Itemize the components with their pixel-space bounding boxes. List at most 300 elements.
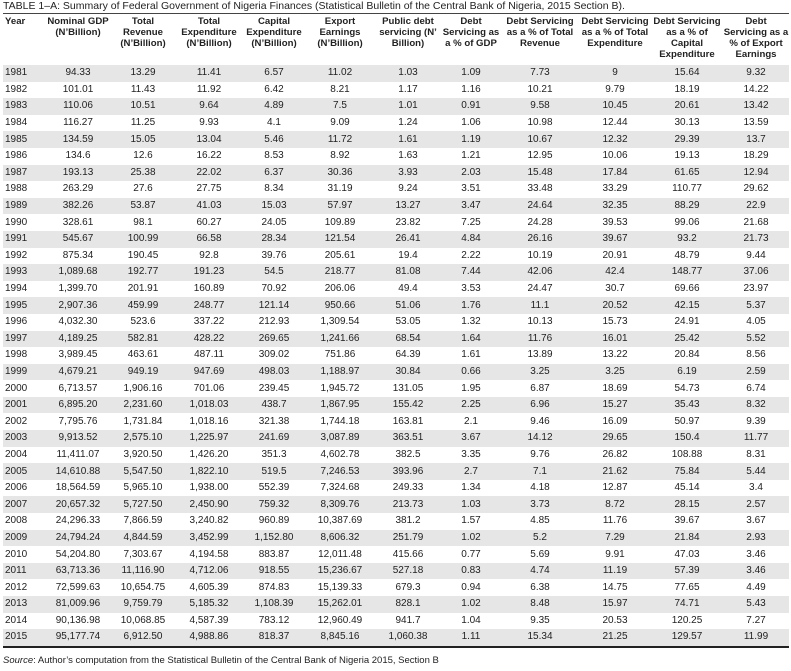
year-cell: 1993 (5, 266, 28, 278)
value-cell: 11.02 (327, 67, 353, 79)
value-cell: 248.77 (193, 299, 225, 311)
value-cell: 110.06 (63, 100, 93, 112)
value-cell: 30.7 (605, 283, 625, 295)
value-cell: 1.63 (398, 150, 418, 162)
value-cell: 1,108.39 (254, 598, 294, 610)
value-cell: 37.06 (743, 266, 769, 278)
value-cell: 783.12 (258, 614, 290, 626)
value-cell: 8.34 (264, 183, 284, 195)
value-cell: 1,152.80 (254, 531, 294, 543)
year-cell: 1990 (5, 216, 28, 228)
year-cell: 2008 (5, 515, 28, 527)
value-cell: 960.89 (258, 515, 290, 527)
value-cell: 17.84 (602, 166, 628, 178)
year-cell: 1999 (5, 365, 28, 377)
value-cell: 428.22 (193, 332, 225, 344)
value-cell: 5,185.32 (189, 598, 229, 610)
value-cell: 15.27 (602, 399, 628, 411)
table-title: TABLE 1–A: Summary of Federal Government of Nigeria Finances (Statistical Bulletin of the Central Bank of Nigeria, 2015 Section B). (3, 0, 625, 12)
year-cell: 1987 (5, 166, 28, 178)
value-cell: 9.32 (746, 67, 766, 79)
value-cell: 269.65 (258, 332, 290, 344)
table-row (3, 480, 789, 497)
table-row (3, 563, 789, 580)
value-cell: 1.06 (461, 117, 481, 129)
value-cell: 90,136.98 (55, 614, 101, 626)
value-cell: 13.59 (743, 117, 769, 129)
table-row (3, 331, 789, 348)
value-cell: 20.84 (674, 349, 700, 361)
value-cell: 8,606.32 (320, 531, 360, 543)
value-cell: 2.03 (461, 166, 481, 178)
value-cell: 10.13 (527, 316, 553, 328)
year-cell: 1982 (5, 83, 28, 95)
value-cell: 121.54 (324, 233, 356, 245)
value-cell: 9.35 (530, 614, 550, 626)
value-cell: 8.72 (605, 498, 625, 510)
year-cell: 1997 (5, 332, 28, 344)
table-row (3, 364, 789, 381)
table-body (3, 65, 789, 647)
value-cell: 11.43 (130, 83, 156, 95)
value-cell: 11.1 (530, 299, 550, 311)
value-cell: 6.57 (264, 67, 284, 79)
value-cell: 21.25 (602, 631, 628, 643)
value-cell: 8.48 (530, 598, 550, 610)
value-cell: 2,575.10 (123, 432, 163, 444)
header-row (3, 14, 789, 66)
value-cell: 3.67 (461, 432, 481, 444)
value-cell: 81,009.96 (55, 598, 101, 610)
value-cell: 120.25 (671, 614, 703, 626)
value-cell: 7,795.76 (58, 415, 98, 427)
column-header: Debt Servicing as a % of Total Revenue (506, 16, 574, 49)
value-cell: 7.1 (533, 465, 547, 477)
value-cell: 1.16 (461, 83, 481, 95)
value-cell: 11.77 (743, 432, 769, 444)
value-cell: 9.09 (330, 117, 350, 129)
table-row (3, 380, 789, 397)
finance-table (3, 13, 789, 648)
value-cell: 213.73 (392, 498, 424, 510)
value-cell: 8.56 (746, 349, 766, 361)
value-cell: 3,452.99 (189, 531, 229, 543)
year-cell: 1996 (5, 316, 28, 328)
value-cell: 24.64 (527, 200, 553, 212)
value-cell: 3.93 (398, 166, 418, 178)
value-cell: 192.77 (127, 266, 159, 278)
value-cell: 24,794.24 (55, 531, 101, 543)
year-cell: 2015 (5, 631, 28, 643)
value-cell: 463.61 (127, 349, 159, 361)
value-cell: 9,913.52 (58, 432, 98, 444)
value-cell: 3.25 (605, 365, 625, 377)
year-cell: 1988 (5, 183, 28, 195)
value-cell: 30.84 (395, 365, 421, 377)
table-row (3, 513, 789, 530)
value-cell: 108.88 (671, 448, 703, 460)
value-cell: 23.97 (743, 283, 769, 295)
value-cell: 2.22 (461, 249, 481, 261)
value-cell: 883.87 (258, 548, 290, 560)
value-cell: 875.34 (62, 249, 94, 261)
value-cell: 12.6 (133, 150, 153, 162)
value-cell: 93.2 (677, 233, 697, 245)
value-cell: 98.1 (133, 216, 153, 228)
value-cell: 11.92 (196, 83, 222, 95)
value-cell: 6,713.57 (58, 382, 98, 394)
value-cell: 101.01 (62, 83, 94, 95)
value-cell: 12.44 (602, 117, 628, 129)
value-cell: 1,225.97 (189, 432, 229, 444)
table-row (3, 314, 789, 331)
value-cell: 163.81 (392, 415, 424, 427)
value-cell: 5.44 (746, 465, 766, 477)
value-cell: 109.89 (324, 216, 356, 228)
value-cell: 4.18 (530, 482, 550, 494)
year-cell: 1984 (5, 117, 28, 129)
value-cell: 21.73 (743, 233, 769, 245)
value-cell: 2.59 (746, 365, 766, 377)
value-cell: 20.91 (602, 249, 628, 261)
value-cell: 3,087.89 (320, 432, 360, 444)
table-row (3, 579, 789, 596)
value-cell: 53.05 (395, 316, 421, 328)
column-header: Debt Servicing as a % of Total Expenditure (581, 16, 649, 49)
value-cell: 1.02 (461, 598, 481, 610)
value-cell: 15.05 (130, 133, 156, 145)
year-cell: 2013 (5, 598, 28, 610)
value-cell: 31.19 (327, 183, 353, 195)
value-cell: 5.43 (746, 598, 766, 610)
year-cell: 1995 (5, 299, 28, 311)
value-cell: 28.15 (674, 498, 700, 510)
value-cell: 4.1 (267, 117, 281, 129)
year-cell: 2011 (5, 565, 27, 577)
value-cell: 35.43 (674, 399, 700, 411)
value-cell: 26.16 (527, 233, 553, 245)
table-row (3, 181, 789, 198)
value-cell: 22.9 (746, 200, 766, 212)
value-cell: 1.09 (461, 67, 481, 79)
value-cell: 6.38 (530, 581, 550, 593)
value-cell: 13.7 (746, 133, 766, 145)
value-cell: 13.22 (602, 349, 628, 361)
value-cell: 42.06 (527, 266, 553, 278)
value-cell: 8.31 (746, 448, 766, 460)
value-cell: 15,139.33 (317, 581, 363, 593)
value-cell: 8.53 (264, 150, 284, 162)
value-cell: 828.1 (395, 598, 421, 610)
year-cell: 2004 (5, 448, 28, 460)
value-cell: 438.7 (261, 399, 287, 411)
year-cell: 1981 (5, 67, 28, 79)
value-cell: 2.1 (464, 415, 478, 427)
value-cell: 205.61 (324, 249, 356, 261)
year-cell: 1985 (5, 133, 28, 145)
value-cell: 64.39 (395, 349, 421, 361)
value-cell: 20.53 (602, 614, 628, 626)
source-note (3, 655, 439, 666)
value-cell: 393.96 (392, 465, 424, 477)
value-cell: 23.82 (395, 216, 421, 228)
value-cell: 6.87 (530, 382, 550, 394)
value-cell: 15,236.67 (317, 565, 363, 577)
value-cell: 1.57 (461, 515, 481, 527)
value-cell: 32.35 (602, 200, 628, 212)
table-row (3, 297, 789, 314)
value-cell: 99.06 (674, 216, 700, 228)
value-cell: 11.76 (527, 332, 553, 344)
column-header: Debt Servicing as a % of Export Earnings (723, 16, 789, 60)
value-cell: 77.65 (674, 581, 700, 593)
table-row (3, 65, 789, 82)
value-cell: 9.93 (199, 117, 219, 129)
value-cell: 11.19 (602, 565, 628, 577)
value-cell: 9.39 (746, 415, 766, 427)
value-cell: 15.73 (602, 316, 628, 328)
table-row (3, 463, 789, 480)
value-cell: 4,032.30 (58, 316, 98, 328)
table-row (3, 596, 789, 613)
value-cell: 9,759.79 (123, 598, 163, 610)
value-cell: 1,426.20 (189, 448, 229, 460)
value-cell: 363.51 (392, 432, 424, 444)
value-cell: 66.58 (196, 233, 222, 245)
value-cell: 1.34 (461, 482, 481, 494)
value-cell: 15.97 (602, 598, 628, 610)
value-cell: 110.77 (672, 183, 702, 195)
value-cell: 45.14 (674, 482, 700, 494)
value-cell: 947.69 (193, 365, 225, 377)
column-header: Export Earnings (N’Billion) (317, 16, 363, 49)
value-cell: 2,231.60 (123, 399, 163, 411)
value-cell: 1.02 (461, 531, 481, 543)
value-cell: 18.19 (674, 83, 700, 95)
year-cell: 1983 (5, 100, 28, 112)
table-row (3, 148, 789, 165)
value-cell: 381.2 (395, 515, 421, 527)
value-cell: 9.46 (530, 415, 550, 427)
value-cell: 24.05 (261, 216, 287, 228)
year-cell: 2001 (5, 399, 28, 411)
year-cell: 2012 (5, 581, 28, 593)
value-cell: 12,011.48 (318, 548, 362, 560)
value-cell: 39.67 (602, 233, 628, 245)
value-cell: 1,906.16 (123, 382, 163, 394)
value-cell: 206.06 (324, 283, 356, 295)
value-cell: 4.85 (530, 515, 550, 527)
value-cell: 7.73 (530, 67, 550, 79)
value-cell: 11,411.07 (56, 448, 100, 460)
value-cell: 1.76 (461, 299, 481, 311)
value-cell: 13.29 (130, 67, 156, 79)
value-cell: 47.03 (674, 548, 700, 560)
value-cell: 13.42 (743, 100, 769, 112)
value-cell: 950.66 (324, 299, 356, 311)
value-cell: 19.4 (398, 249, 418, 261)
value-cell: 5,727.50 (123, 498, 163, 510)
value-cell: 14.75 (602, 581, 628, 593)
table-row (3, 248, 789, 265)
value-cell: 25.38 (130, 166, 156, 178)
value-cell: 24.91 (674, 316, 700, 328)
value-cell: 15,262.01 (317, 598, 363, 610)
value-cell: 1.61 (398, 133, 418, 145)
value-cell: 263.29 (62, 183, 94, 195)
value-cell: 4.74 (530, 565, 550, 577)
table-row (3, 430, 789, 447)
year-cell: 2003 (5, 432, 28, 444)
value-cell: 3.46 (746, 565, 766, 577)
value-cell: 2,450.90 (189, 498, 229, 510)
value-cell: 3,920.50 (123, 448, 163, 460)
value-cell: 50.97 (674, 415, 700, 427)
value-cell: 4.89 (264, 100, 284, 112)
table-row (3, 231, 789, 248)
value-cell: 21.84 (674, 531, 700, 543)
value-cell: 27.6 (133, 183, 153, 195)
value-cell: 95,177.74 (55, 631, 101, 643)
value-cell: 57.39 (674, 565, 700, 577)
value-cell: 249.33 (392, 482, 424, 494)
value-cell: 7.25 (461, 216, 481, 228)
value-cell: 9.64 (199, 100, 219, 112)
value-cell: 2.57 (746, 498, 766, 510)
value-cell: 3.46 (746, 548, 766, 560)
value-cell: 57.97 (327, 200, 353, 212)
value-cell: 1,744.18 (320, 415, 360, 427)
value-cell: 27.75 (196, 183, 222, 195)
column-header: Year (5, 16, 26, 27)
value-cell: 150.4 (674, 432, 700, 444)
value-cell: 20,657.32 (55, 498, 101, 510)
value-cell: 7,303.67 (123, 548, 163, 560)
value-cell: 1,822.10 (189, 465, 229, 477)
value-cell: 12.94 (743, 166, 769, 178)
value-cell: 498.03 (258, 365, 290, 377)
table-row (3, 82, 789, 99)
value-cell: 14.22 (743, 83, 769, 95)
value-cell: 0.66 (461, 365, 481, 377)
value-cell: 7,866.59 (123, 515, 163, 527)
value-cell: 21.68 (743, 216, 769, 228)
value-cell: 523.6 (130, 316, 156, 328)
value-cell: 1.17 (398, 83, 418, 95)
value-cell: 121.14 (258, 299, 290, 311)
value-cell: 918.55 (258, 565, 290, 577)
column-header: Capital Expenditure (N’Billion) (246, 16, 302, 49)
value-cell: 321.38 (258, 415, 290, 427)
value-cell: 3.4 (749, 482, 763, 494)
value-cell: 19.13 (674, 150, 700, 162)
value-cell: 6.37 (264, 166, 284, 178)
value-cell: 552.39 (258, 482, 290, 494)
value-cell: 11.76 (602, 515, 628, 527)
value-cell: 1.21 (461, 150, 481, 162)
value-cell: 8.32 (746, 399, 766, 411)
year-cell: 1992 (5, 249, 28, 261)
value-cell: 1.64 (461, 332, 481, 344)
value-cell: 7,324.68 (320, 482, 360, 494)
value-cell: 10.21 (527, 83, 553, 95)
value-cell: 134.59 (62, 133, 94, 145)
value-cell: 5.37 (746, 299, 766, 311)
value-cell: 3.51 (461, 183, 481, 195)
value-cell: 28.34 (261, 233, 287, 245)
value-cell: 68.54 (395, 332, 421, 344)
value-cell: 20.52 (602, 299, 628, 311)
value-cell: 11.41 (196, 67, 222, 79)
table-row (3, 214, 789, 231)
value-cell: 69.66 (674, 283, 700, 295)
value-cell: 74.71 (674, 598, 700, 610)
value-cell: 12.32 (602, 133, 628, 145)
value-cell: 949.19 (127, 365, 159, 377)
value-cell: 10,654.75 (120, 581, 166, 593)
value-cell: 193.13 (62, 166, 94, 178)
value-cell: 81.08 (395, 266, 421, 278)
value-cell: 13.27 (395, 200, 421, 212)
value-cell: 1.24 (398, 117, 418, 129)
value-cell: 1.32 (461, 316, 481, 328)
year-cell: 2014 (5, 614, 28, 626)
value-cell: 1,018.16 (189, 415, 229, 427)
value-cell: 9.76 (530, 448, 550, 460)
value-cell: 49.4 (398, 283, 418, 295)
value-cell: 100.99 (127, 233, 159, 245)
value-cell: 72,599.63 (55, 581, 101, 593)
value-cell: 6,912.50 (123, 631, 163, 643)
value-cell: 10,068.85 (120, 614, 166, 626)
value-cell: 3.47 (461, 200, 481, 212)
value-cell: 241.69 (258, 432, 290, 444)
table-row (3, 115, 789, 132)
value-cell: 5.52 (746, 332, 766, 344)
value-cell: 5.69 (530, 548, 550, 560)
value-cell: 26.82 (602, 448, 628, 460)
value-cell: 1.95 (461, 382, 481, 394)
value-cell: 7.27 (746, 614, 766, 626)
value-cell: 10.98 (527, 117, 553, 129)
value-cell: 4,988.86 (189, 631, 229, 643)
value-cell: 212.93 (258, 316, 290, 328)
value-cell: 351.3 (261, 448, 287, 460)
year-cell: 1991 (5, 233, 28, 245)
year-cell: 1998 (5, 349, 28, 361)
value-cell: 382.5 (395, 448, 421, 460)
value-cell: 11.25 (130, 117, 156, 129)
value-cell: 1,018.03 (189, 399, 229, 411)
value-cell: 134.6 (65, 150, 91, 162)
value-cell: 7,246.53 (320, 465, 360, 477)
value-cell: 12.95 (527, 150, 553, 162)
column-header: Debt Servicing as a % of GDP (442, 16, 500, 49)
source-label: Source (3, 655, 34, 666)
value-cell: 1,938.00 (189, 482, 229, 494)
value-cell: 701.06 (193, 382, 225, 394)
table-row (3, 397, 789, 414)
value-cell: 8.92 (330, 150, 350, 162)
value-cell: 3,240.82 (189, 515, 229, 527)
value-cell: 4.84 (461, 233, 481, 245)
year-cell: 2009 (5, 531, 28, 543)
value-cell: 29.65 (602, 432, 628, 444)
value-cell: 0.91 (461, 100, 481, 112)
value-cell: 20.61 (674, 100, 700, 112)
value-cell: 201.91 (127, 283, 159, 295)
value-cell: 4,605.39 (189, 581, 229, 593)
